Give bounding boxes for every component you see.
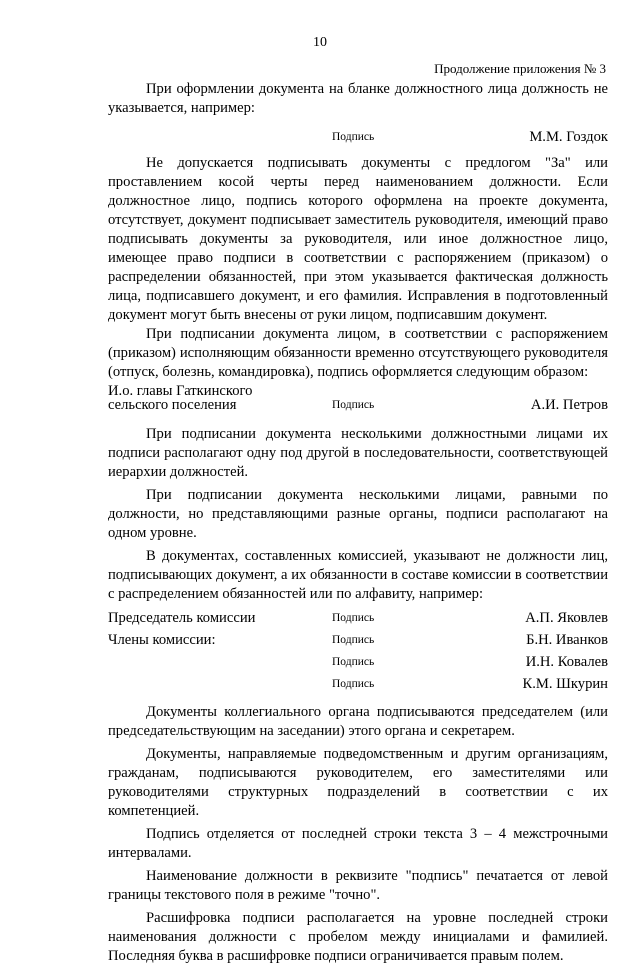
paragraph: Не допускается подписывать документы с предлогом "За" или проставлением косой черты перед наименованием должности. Если должностное лицо, подпись которого оформлена на проекте документа, отсутствует, документ подписывает заместитель руководителя, имеющий право подписывать документы за руководителя, или иное должностное лицо, имеющее право подписи в соответствии с распоряжением (приказом) о распределении обязанностей, при этом указывается фактическая должность лица, подписавшего документ, и его фамилия. Исправления в подготовленный документ могут быть внесены от руки лицом, подписавшим документ.	[108, 155, 608, 323]
signature-block-acting	[108, 385, 608, 419]
paragraph: В документах, составленных комиссией, указывают не должности лиц, подписывающих документ, а их обязанности в составе комиссии в соответствии с распределением обязанностей или по алфавиту, например:	[108, 548, 608, 602]
signature-label: Подпись	[332, 612, 375, 624]
paragraph: Документы коллегиального органа подписываются председателем (или председательствующим на заседании) этого органа и секретарем.	[108, 704, 608, 739]
signatory-name: И.Н. Ковалев	[525, 654, 608, 670]
signatory-name: М.М. Гоздок	[529, 129, 608, 145]
document-body	[108, 80, 608, 966]
signature-label: Подпись	[332, 131, 375, 143]
signatory-name: А.П. Яковлев	[525, 610, 608, 626]
commission-role: Председатель комиссии	[108, 610, 256, 626]
signature-line	[108, 674, 608, 696]
page-number: 10	[313, 35, 327, 50]
signature-label: Подпись	[332, 678, 375, 690]
signature-label: Подпись	[332, 634, 375, 646]
paragraph: При подписании документа несколькими должностными лицами их подписи располагают одну под другой в последовательности, соответствующей иерархии должностей.	[108, 426, 608, 480]
signatory-name: А.И. Петров	[530, 397, 608, 413]
signature-label: Подпись	[332, 656, 375, 668]
paragraph: Документы, направляемые подведомственным и другим организациям, гражданам, подписываются руководителем, его заместителями или руководителями структурных подразделений в соответствии с их компетенцией.	[108, 746, 608, 819]
paragraph: При оформлении документа на бланке должностного лица должность не указывается, например:	[108, 81, 608, 116]
signature-line	[108, 630, 608, 652]
signature-line	[108, 652, 608, 674]
signature-label: Подпись	[332, 399, 375, 411]
position-line-1: И.о. главы Гаткинского	[108, 383, 253, 399]
commission-role: Члены комиссии:	[108, 632, 216, 648]
appendix-note: Продолжение приложения № 3	[434, 61, 606, 76]
paragraph: Наименование должности в реквизите "подпись" печатается от левой границы текстового поля в режиме "точно".	[108, 868, 608, 903]
paragraph: При подписании документа лицом, в соответствии с распоряжением (приказом) исполняющим обязанности временно отсутствующего руководителя (отпуск, болезнь, командировка), подпись оформляется следующим образом:	[108, 326, 608, 380]
paragraph: Подпись отделяется от последней строки текста 3 – 4 межстрочными интервалами.	[108, 826, 608, 861]
paragraph: При подписании документа несколькими лицами, равными по должности, но представляющими разные органы, подписи располагают на одном уровне.	[108, 487, 608, 541]
position-line-2: сельского поселения	[108, 397, 237, 413]
signature-line	[108, 127, 608, 147]
signatory-name: Б.Н. Иванков	[526, 632, 608, 648]
signature-line	[108, 608, 608, 630]
signatory-name: К.М. Шкурин	[522, 676, 608, 692]
paragraph: Расшифровка подписи располагается на уровне последней строки наименования должности с пробелом между инициалами и фамилией. Последняя буква в расшифровке подписи ограничивается правым полем.	[108, 910, 608, 964]
